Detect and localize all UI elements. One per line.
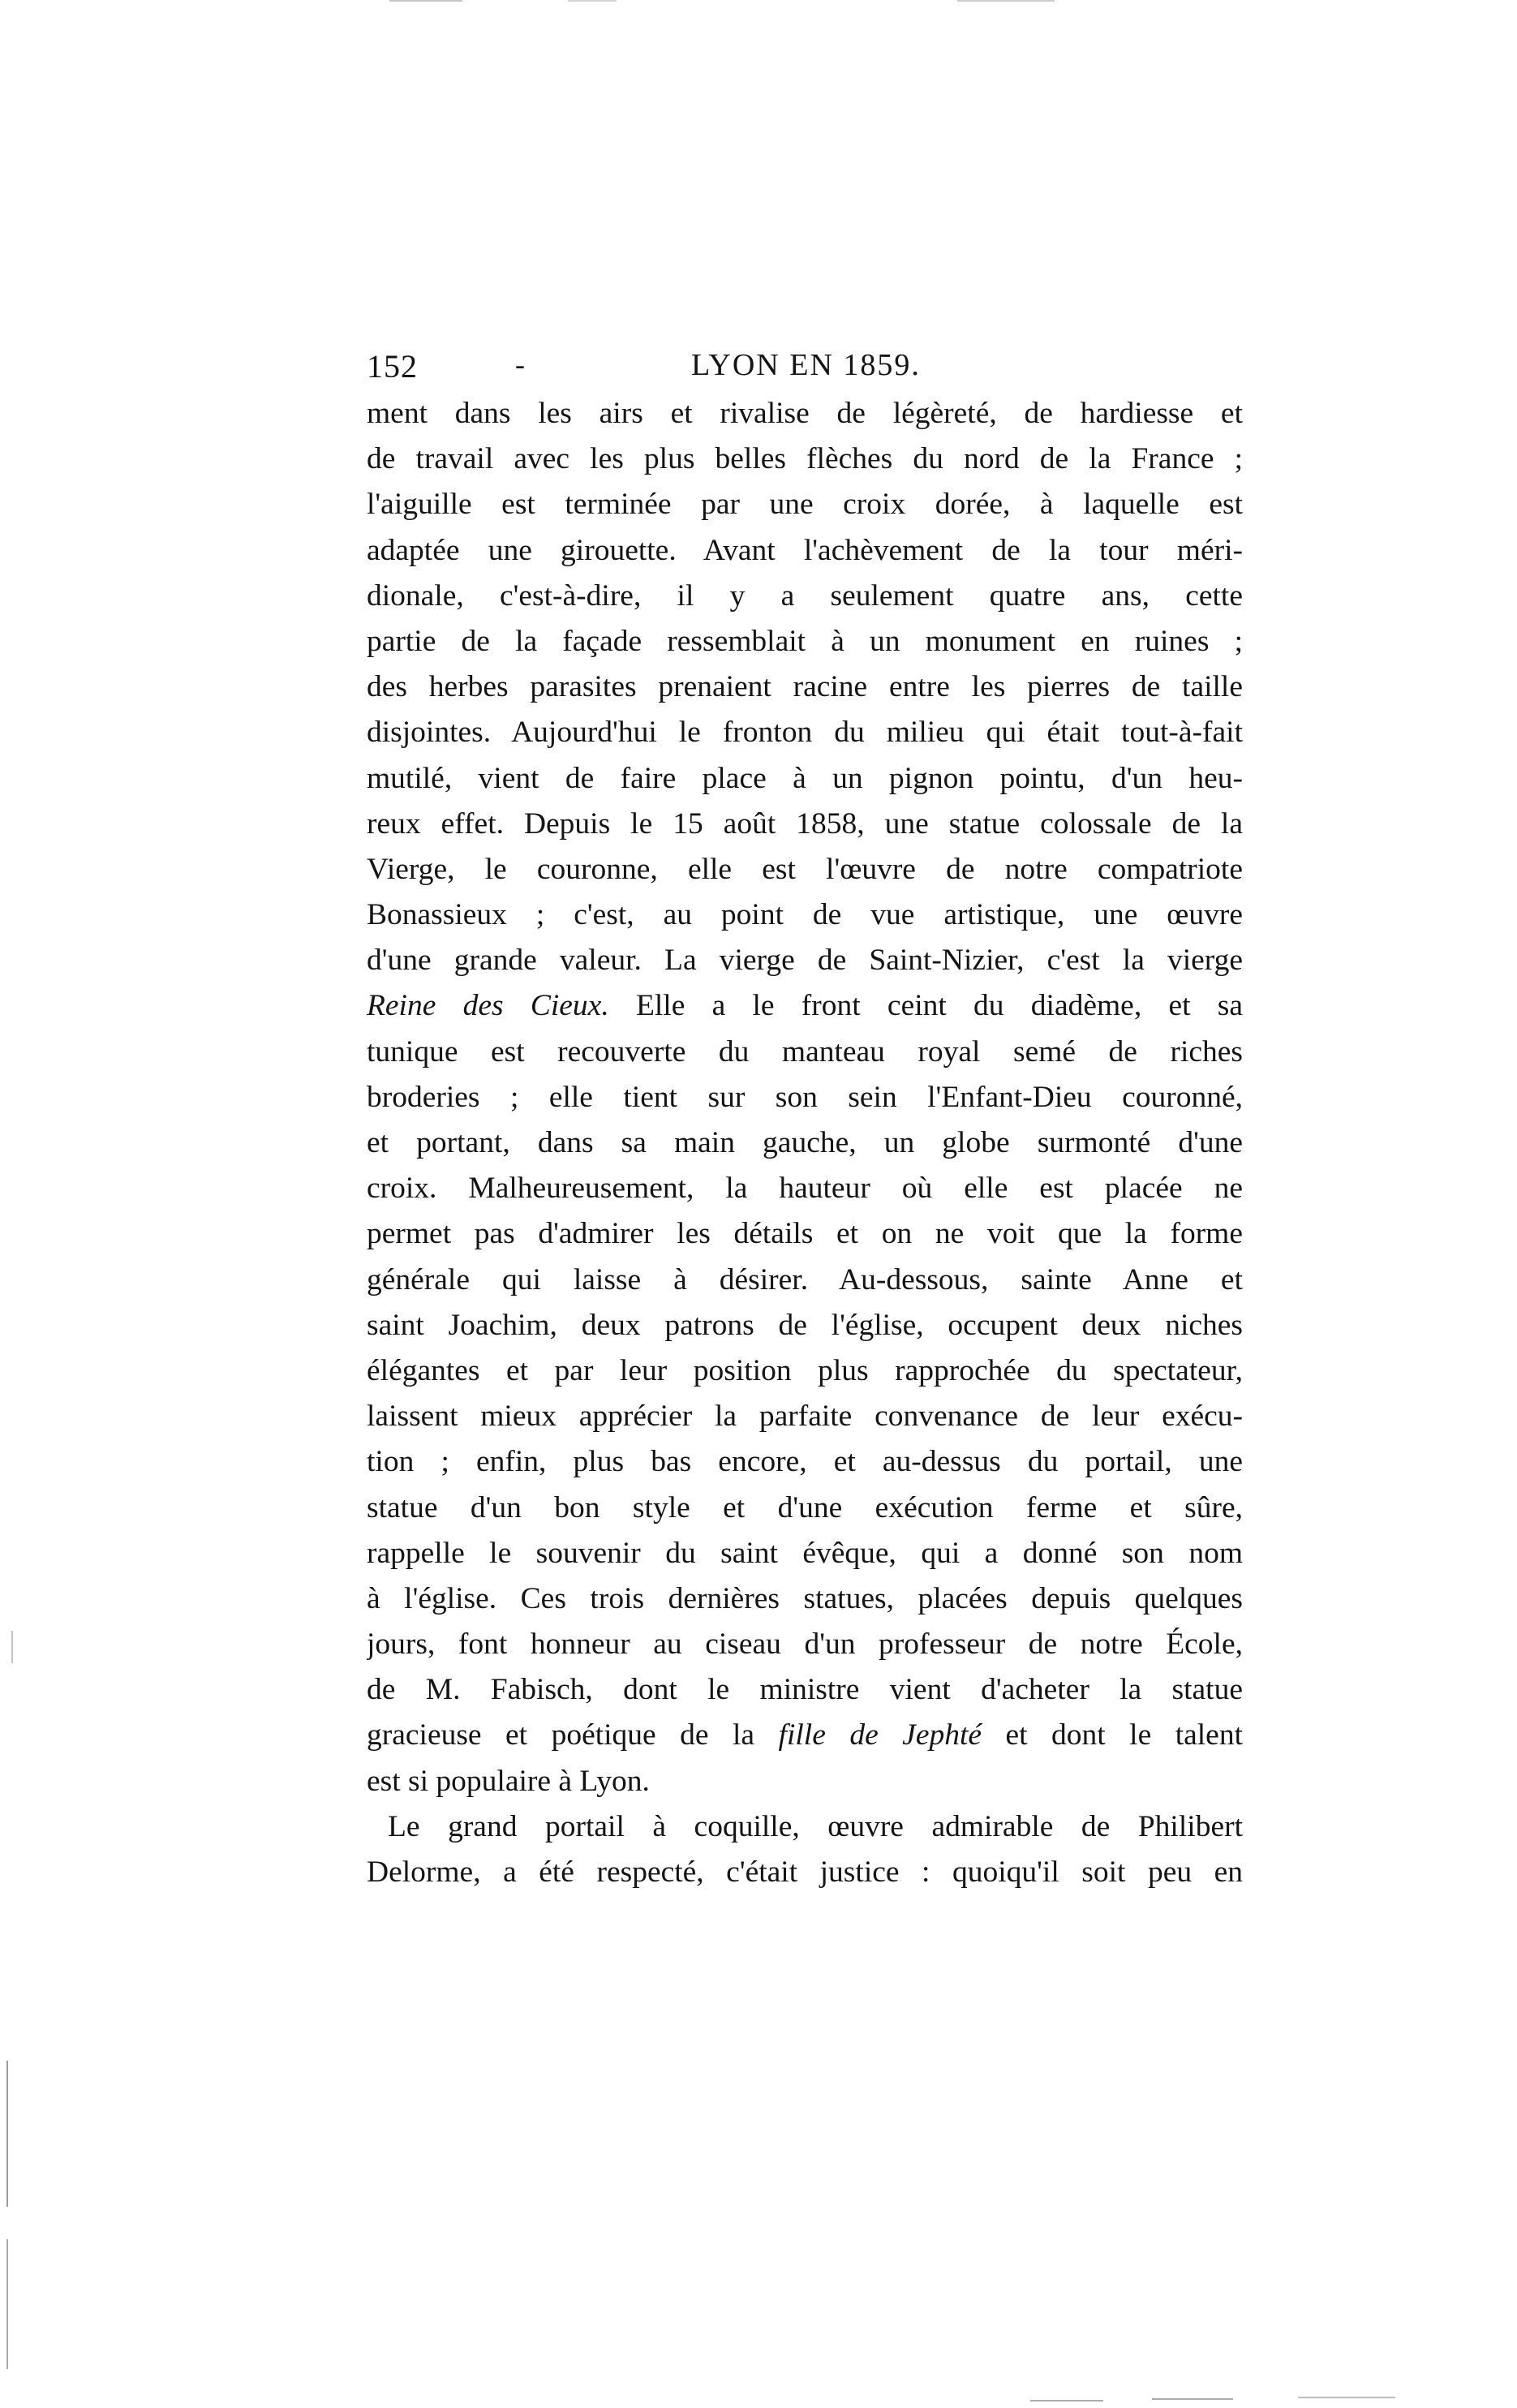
text-run: mutilé, vient de faire place à un pignon pointu, d'un heu- <box>367 761 1243 795</box>
header-dash: - <box>515 348 525 381</box>
text-run: tunique est recouverte du manteau royal semé de riches <box>367 1034 1243 1069</box>
text-line <box>367 1394 1243 1439</box>
text-run: adaptée une girouette. Avant l'achèvement de la tour méri- <box>367 533 1243 567</box>
text-run: reux effet. Depuis le 15 août 1858, une statue colossale de la <box>367 806 1243 841</box>
scan-artifact-top <box>389 0 462 2</box>
text-run: est si populaire à Lyon. <box>367 1764 650 1798</box>
text-line <box>367 892 1243 938</box>
text-run: Le grand portail à coquille, œuvre admirable de Philibert <box>388 1809 1243 1843</box>
scan-artifact-left-margin <box>6 2239 8 2369</box>
text-run: laissent mieux apprécier la parfaite convenance de leur exécu- <box>367 1400 1243 1434</box>
running-title: LYON EN 1859. <box>691 348 921 382</box>
text-line <box>367 983 1243 1029</box>
scan-artifact-left-margin <box>6 2061 8 2207</box>
text-line <box>367 1667 1243 1713</box>
text-run: générale qui laisse à désirer. Au-dessous, sainte Anne et <box>367 1262 1243 1296</box>
text-run: dionale, c'est-à-dire, il y a seulement quatre ans, cette <box>367 578 1243 613</box>
page-header <box>367 347 1243 388</box>
scan-artifact-top <box>568 0 617 2</box>
scan-artifact-bottom <box>1298 2397 1395 2398</box>
text-line <box>367 847 1243 892</box>
body-text <box>367 391 1243 1895</box>
text-run: statue d'un bon style et d'une exécution ferme et sûre, <box>367 1490 1243 1524</box>
text-run: Delorme, a été respecté, c'était justice : quoiqu'il soit peu en <box>367 1855 1243 1889</box>
text-line <box>367 1439 1243 1485</box>
scan-artifact-bottom <box>1030 2400 1103 2402</box>
text-line <box>367 1120 1243 1166</box>
text-run: des herbes parasites prenaient racine entre les pierres de taille <box>367 670 1243 704</box>
text-line <box>367 1030 1243 1075</box>
text-line <box>367 1258 1243 1303</box>
text-run: et portant, dans sa main gauche, un globe surmonté d'une <box>367 1126 1243 1159</box>
text-run: jours, font honneur au ciseau d'un professeur de notre École, <box>367 1628 1243 1662</box>
text-run: Bonassieux ; c'est, au point de vue artistique, une œuvre <box>367 898 1243 932</box>
text-run: permet pas d'admirer les détails et on ne voit que la forme <box>367 1217 1243 1251</box>
text-line <box>367 1075 1243 1120</box>
text-line <box>367 1576 1243 1622</box>
text-run: de M. Fabisch, dont le ministre vient d'acheter la statue <box>367 1673 1243 1707</box>
text-run: élégantes et par leur position plus rapprochée du spectateur, <box>367 1353 1243 1387</box>
text-line <box>367 938 1243 983</box>
text-run: et dont le talent <box>982 1718 1243 1752</box>
page-number: 152 <box>367 348 418 385</box>
text-run: broderies ; elle tient sur son sein l'Enfant-Dieu couronné, <box>367 1080 1243 1114</box>
text-line <box>367 1303 1243 1348</box>
text-line <box>367 1166 1243 1211</box>
text-run: saint Joachim, deux patrons de l'église, occupent deux niches <box>367 1308 1243 1342</box>
text-run: rappelle le souvenir du saint évêque, qui a donné son nom <box>367 1536 1243 1570</box>
text-line <box>367 1850 1243 1895</box>
scan-artifact-left-margin <box>11 1631 13 1663</box>
text-run: gracieuse et poétique de la <box>367 1718 779 1752</box>
text-line <box>367 1486 1243 1531</box>
text-line <box>367 1348 1243 1394</box>
text-line <box>367 619 1243 664</box>
text-line <box>367 802 1243 847</box>
text-line <box>367 1759 1243 1804</box>
text-line <box>367 436 1243 482</box>
text-run: Elle a le front ceint du diadème, et sa <box>608 989 1243 1023</box>
text-line <box>367 1622 1243 1667</box>
text-line <box>367 528 1243 574</box>
text-run: à l'église. Ces trois dernières statues, placées depuis quelques <box>367 1581 1243 1615</box>
text-line <box>367 482 1243 527</box>
text-line <box>367 1804 1243 1850</box>
italic-text: Reine des Cieux. <box>367 989 609 1023</box>
text-line <box>367 756 1243 802</box>
text-run: ment dans les airs et rivalise de légèreté, de hardiesse et <box>367 397 1243 430</box>
text-line <box>367 391 1243 436</box>
text-line <box>367 574 1243 619</box>
text-line <box>367 1713 1243 1758</box>
text-line <box>367 1531 1243 1576</box>
text-line <box>367 1211 1243 1257</box>
text-run: de travail avec les plus belles flèches du nord de la France ; <box>367 442 1243 476</box>
text-line <box>367 664 1243 710</box>
italic-text: fille de Jephté <box>778 1718 982 1752</box>
text-run: d'une grande valeur. La vierge de Saint-Nizier, c'est la vierge <box>367 944 1243 978</box>
text-run: partie de la façade ressemblait à un monument en ruines ; <box>367 624 1243 658</box>
text-line <box>367 710 1243 755</box>
text-run: Vierge, le couronne, elle est l'œuvre de notre compatriote <box>367 852 1243 886</box>
scan-artifact-bottom <box>1152 2398 1233 2400</box>
scan-artifact-top <box>957 0 1055 2</box>
text-run: disjointes. Aujourd'hui le fronton du milieu qui était tout-à-fait <box>367 716 1243 750</box>
text-run: l'aiguille est terminée par une croix dorée, à laquelle est <box>367 488 1243 522</box>
text-run: tion ; enfin, plus bas encore, et au-dessus du portail, une <box>367 1445 1243 1479</box>
text-run: croix. Malheureusement, la hauteur où elle est placée ne <box>367 1172 1243 1206</box>
